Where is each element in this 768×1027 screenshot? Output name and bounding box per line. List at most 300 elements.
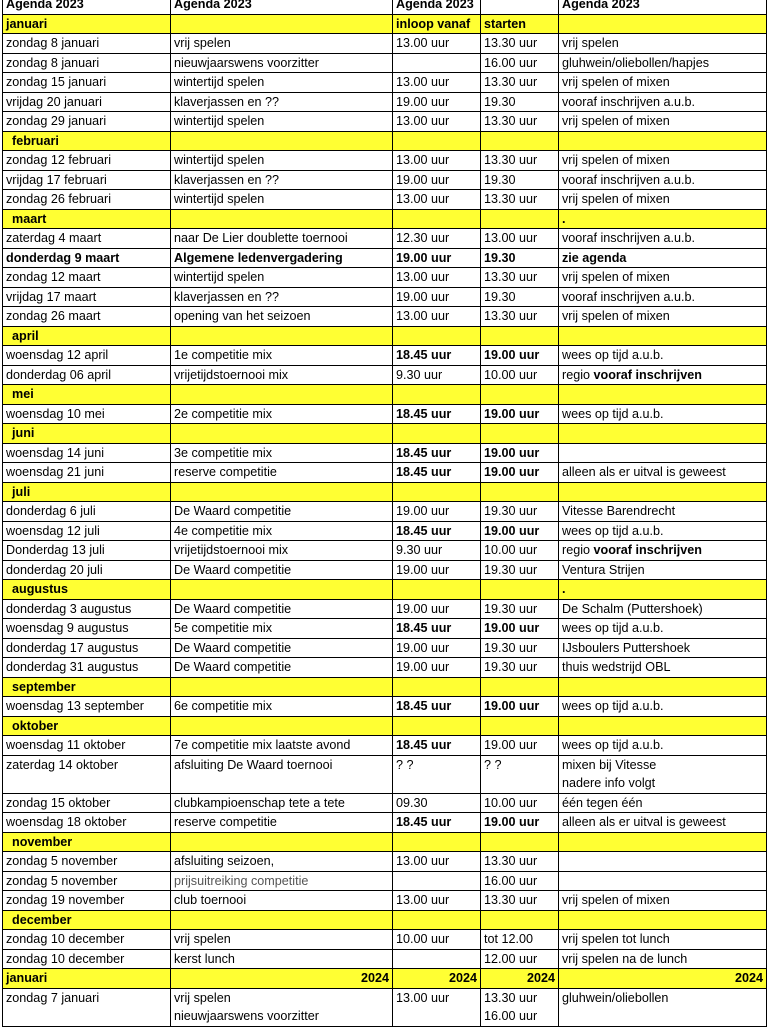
event-date: zondag 29 januari bbox=[3, 112, 171, 132]
month-col-note bbox=[559, 326, 767, 346]
event-inloop: 18.45 uur bbox=[393, 736, 481, 756]
event-start: 16.00 uur bbox=[481, 871, 559, 891]
event-note: vrij spelen of mixen bbox=[559, 151, 767, 171]
month-header-row bbox=[3, 677, 767, 697]
event-start: 19.00 uur bbox=[481, 736, 559, 756]
month-col-note: 2024 bbox=[559, 969, 767, 989]
event-row bbox=[3, 443, 767, 463]
month-col-start bbox=[481, 910, 559, 930]
event-name: klaverjassen en ?? bbox=[171, 287, 393, 307]
month-col-start bbox=[481, 131, 559, 151]
month-col-event bbox=[171, 326, 393, 346]
event-name: afsluiting seizoen, bbox=[171, 852, 393, 872]
event-date: zondag 15 oktober bbox=[3, 793, 171, 813]
event-inloop: 13.00 uur bbox=[393, 151, 481, 171]
event-date: zondag 26 februari bbox=[3, 190, 171, 210]
event-row bbox=[3, 852, 767, 872]
event-start: 19.30 uur bbox=[481, 502, 559, 522]
event-note bbox=[559, 852, 767, 872]
event-inloop: 13.00 uur bbox=[393, 73, 481, 93]
event-row bbox=[3, 502, 767, 522]
event-name: reserve competitie bbox=[171, 813, 393, 833]
event-inloop: 19.00 uur bbox=[393, 658, 481, 678]
event-note-bold: vooraf inschrijven bbox=[593, 543, 702, 557]
event-inloop: 9.30 uur bbox=[393, 541, 481, 561]
event-note: IJsboulers Puttershoek bbox=[559, 638, 767, 658]
month-col-start bbox=[481, 580, 559, 600]
event-inloop: 13.00 uur bbox=[393, 307, 481, 327]
event-date: zondag 5 november bbox=[3, 852, 171, 872]
month-header-row bbox=[3, 14, 767, 34]
event-note: vrij spelen of mixen bbox=[559, 190, 767, 210]
month-col-note bbox=[559, 716, 767, 736]
event-inloop: 13.00 uur bbox=[393, 34, 481, 54]
event-date: zondag 12 maart bbox=[3, 268, 171, 288]
event-start: 16.00 uur bbox=[481, 53, 559, 73]
event-start: 19.30 bbox=[481, 287, 559, 307]
month-label: juni bbox=[3, 424, 171, 444]
event-inloop: 09.30 bbox=[393, 793, 481, 813]
event-name: naar De Lier doublette toernooi bbox=[171, 229, 393, 249]
month-col-event bbox=[171, 482, 393, 502]
header-date: Agenda 2023 bbox=[3, 0, 171, 14]
event-inloop: 18.45 uur bbox=[393, 697, 481, 717]
event-row bbox=[3, 307, 767, 327]
event-row bbox=[3, 365, 767, 385]
event-row bbox=[3, 891, 767, 911]
event-start: 13.30 uur bbox=[481, 268, 559, 288]
event-date: zaterdag 4 maart bbox=[3, 229, 171, 249]
event-name: reserve competitie bbox=[171, 463, 393, 483]
event-inloop: 19.00 uur bbox=[393, 170, 481, 190]
month-col-note bbox=[559, 424, 767, 444]
event-row bbox=[3, 170, 767, 190]
event-row bbox=[3, 949, 767, 969]
event-note: vrij spelen tot lunch bbox=[559, 930, 767, 950]
event-date: vrijdag 20 januari bbox=[3, 92, 171, 112]
event-name: De Waard competitie bbox=[171, 560, 393, 580]
event-row bbox=[3, 346, 767, 366]
header-inloop: Agenda 2023 bbox=[393, 0, 481, 14]
event-note-bold: vooraf inschrijven bbox=[593, 367, 702, 382]
month-label: april bbox=[3, 326, 171, 346]
event-name: De Waard competitie bbox=[171, 638, 393, 658]
event-row bbox=[3, 813, 767, 833]
event-name: 7e competitie mix laatste avond bbox=[171, 736, 393, 756]
event-note: vrij spelen of mixen bbox=[559, 73, 767, 93]
event-inloop: 13.00 uur bbox=[393, 988, 481, 1026]
event-note: zie agenda bbox=[559, 248, 767, 268]
event-start: 19.00 uur bbox=[481, 346, 559, 366]
event-name: vrij spelen bbox=[171, 34, 393, 54]
event-date: donderdag 31 augustus bbox=[3, 658, 171, 678]
event-start: 19.30 uur bbox=[481, 658, 559, 678]
month-col-inloop bbox=[393, 482, 481, 502]
event-name: afsluiting De Waard toernooi bbox=[171, 755, 393, 793]
event-note: gluhwein/oliebollen bbox=[559, 988, 767, 1026]
event-row bbox=[3, 92, 767, 112]
month-header-row bbox=[3, 969, 767, 989]
month-col-event: 2024 bbox=[171, 969, 393, 989]
event-date: donderdag 9 maart bbox=[3, 248, 171, 268]
event-inloop: ? ? bbox=[393, 755, 481, 793]
event-date: donderdag 06 april bbox=[3, 365, 171, 385]
event-date: woensdag 9 augustus bbox=[3, 619, 171, 639]
event-row bbox=[3, 404, 767, 424]
month-col-event bbox=[171, 677, 393, 697]
month-col-event bbox=[171, 580, 393, 600]
event-name: klaverjassen en ?? bbox=[171, 170, 393, 190]
month-col-inloop bbox=[393, 677, 481, 697]
month-col-inloop bbox=[393, 910, 481, 930]
event-note: vooraf inschrijven a.u.b. bbox=[559, 287, 767, 307]
event-start: 19.00 uur bbox=[481, 521, 559, 541]
event-date: donderdag 20 juli bbox=[3, 560, 171, 580]
event-note: wees op tijd a.u.b. bbox=[559, 404, 767, 424]
month-label: mei bbox=[3, 385, 171, 405]
event-date: zondag 26 maart bbox=[3, 307, 171, 327]
event-row bbox=[3, 463, 767, 483]
month-col-event bbox=[171, 716, 393, 736]
event-inloop: 19.00 uur bbox=[393, 599, 481, 619]
event-note bbox=[559, 365, 767, 385]
event-row bbox=[3, 599, 767, 619]
event-row bbox=[3, 248, 767, 268]
event-date: zondag 7 januari bbox=[3, 988, 171, 1026]
event-inloop: 13.00 uur bbox=[393, 852, 481, 872]
event-inloop: 12.30 uur bbox=[393, 229, 481, 249]
event-note: Vitesse Barendrecht bbox=[559, 502, 767, 522]
event-name: Algemene ledenvergadering bbox=[171, 248, 393, 268]
event-name: opening van het seizoen bbox=[171, 307, 393, 327]
month-col-inloop bbox=[393, 424, 481, 444]
event-date: woensdag 12 juli bbox=[3, 521, 171, 541]
event-inloop: 19.00 uur bbox=[393, 92, 481, 112]
event-date: vrijdag 17 februari bbox=[3, 170, 171, 190]
event-note: wees op tijd a.u.b. bbox=[559, 736, 767, 756]
event-note bbox=[559, 755, 767, 793]
event-row bbox=[3, 871, 767, 891]
event-name: De Waard competitie bbox=[171, 502, 393, 522]
event-note: wees op tijd a.u.b. bbox=[559, 346, 767, 366]
event-inloop: 18.45 uur bbox=[393, 404, 481, 424]
month-col-start bbox=[481, 482, 559, 502]
event-note: vooraf inschrijven a.u.b. bbox=[559, 170, 767, 190]
event-row bbox=[3, 793, 767, 813]
event-date: zondag 8 januari bbox=[3, 34, 171, 54]
event-date: zaterdag 14 oktober bbox=[3, 755, 171, 793]
month-label: januari bbox=[3, 969, 171, 989]
event-name: De Waard competitie bbox=[171, 658, 393, 678]
event-name: wintertijd spelen bbox=[171, 112, 393, 132]
event-name bbox=[171, 988, 393, 1026]
event-name: 4e competitie mix bbox=[171, 521, 393, 541]
event-row bbox=[3, 268, 767, 288]
event-inloop bbox=[393, 949, 481, 969]
event-name: 5e competitie mix bbox=[171, 619, 393, 639]
event-row bbox=[3, 755, 767, 793]
month-col-start bbox=[481, 209, 559, 229]
event-note bbox=[559, 443, 767, 463]
event-row bbox=[3, 736, 767, 756]
event-note: vooraf inschrijven a.u.b. bbox=[559, 229, 767, 249]
event-inloop: 13.00 uur bbox=[393, 268, 481, 288]
month-header-row bbox=[3, 385, 767, 405]
event-note: vrij spelen of mixen bbox=[559, 112, 767, 132]
event-note-line: mixen bij Vitesse bbox=[562, 757, 657, 772]
event-date: Donderdag 13 juli bbox=[3, 541, 171, 561]
event-start: 13.30 uur bbox=[481, 151, 559, 171]
event-note bbox=[559, 871, 767, 891]
event-start: 13.30 uur bbox=[481, 112, 559, 132]
event-date: woensdag 21 juni bbox=[3, 463, 171, 483]
event-inloop: 18.45 uur bbox=[393, 443, 481, 463]
event-start-line: 16.00 uur bbox=[484, 1008, 538, 1023]
event-note: vrij spelen bbox=[559, 34, 767, 54]
event-date: donderdag 3 augustus bbox=[3, 599, 171, 619]
event-name: prijsuitreiking competitie bbox=[171, 871, 393, 891]
event-name: 2e competitie mix bbox=[171, 404, 393, 424]
event-row bbox=[3, 53, 767, 73]
event-row bbox=[3, 287, 767, 307]
month-label: juli bbox=[3, 482, 171, 502]
event-start: 19.00 uur bbox=[481, 443, 559, 463]
month-col-event bbox=[171, 385, 393, 405]
event-note: één tegen één bbox=[559, 793, 767, 813]
event-start: 19.30 bbox=[481, 92, 559, 112]
month-col-inloop bbox=[393, 326, 481, 346]
month-col-start bbox=[481, 716, 559, 736]
event-date: vrijdag 17 maart bbox=[3, 287, 171, 307]
event-note: alleen als er uitval is geweest bbox=[559, 463, 767, 483]
header-note: Agenda 2023 bbox=[559, 0, 767, 14]
event-date: woensdag 14 juni bbox=[3, 443, 171, 463]
event-start: 13.00 uur bbox=[481, 229, 559, 249]
event-inloop: 19.00 uur bbox=[393, 287, 481, 307]
month-col-start: starten bbox=[481, 14, 559, 34]
month-label: februari bbox=[3, 131, 171, 151]
event-name: club toernooi bbox=[171, 891, 393, 911]
month-col-event bbox=[171, 424, 393, 444]
event-note: vrij spelen of mixen bbox=[559, 307, 767, 327]
month-col-start: 2024 bbox=[481, 969, 559, 989]
event-row bbox=[3, 541, 767, 561]
event-inloop: 13.00 uur bbox=[393, 190, 481, 210]
event-row bbox=[3, 697, 767, 717]
event-start: 12.00 uur bbox=[481, 949, 559, 969]
event-row bbox=[3, 658, 767, 678]
month-col-note bbox=[559, 677, 767, 697]
month-label: augustus bbox=[3, 580, 171, 600]
event-date: zondag 8 januari bbox=[3, 53, 171, 73]
month-header-row bbox=[3, 716, 767, 736]
event-note: Ventura Strijen bbox=[559, 560, 767, 580]
event-start: 13.30 uur bbox=[481, 891, 559, 911]
event-inloop: 18.45 uur bbox=[393, 521, 481, 541]
event-name-line: vrij spelen bbox=[174, 990, 231, 1005]
event-start: 10.00 uur bbox=[481, 541, 559, 561]
event-start: 13.30 uur bbox=[481, 34, 559, 54]
event-start: ? ? bbox=[481, 755, 559, 793]
event-note: wees op tijd a.u.b. bbox=[559, 697, 767, 717]
event-name: 1e competitie mix bbox=[171, 346, 393, 366]
event-name: klaverjassen en ?? bbox=[171, 92, 393, 112]
month-col-inloop bbox=[393, 580, 481, 600]
event-note: wees op tijd a.u.b. bbox=[559, 521, 767, 541]
event-name: clubkampioenschap tete a tete bbox=[171, 793, 393, 813]
event-start: 10.00 uur bbox=[481, 793, 559, 813]
month-header-row bbox=[3, 580, 767, 600]
event-start: 10.00 uur bbox=[481, 365, 559, 385]
event-inloop: 18.45 uur bbox=[393, 346, 481, 366]
event-inloop: 10.00 uur bbox=[393, 930, 481, 950]
event-start: 19.30 uur bbox=[481, 599, 559, 619]
event-name: wintertijd spelen bbox=[171, 73, 393, 93]
month-col-start bbox=[481, 424, 559, 444]
event-start: 13.30 uur bbox=[481, 307, 559, 327]
event-start: 19.00 uur bbox=[481, 619, 559, 639]
event-start bbox=[481, 988, 559, 1026]
month-label: oktober bbox=[3, 716, 171, 736]
event-start: 19.00 uur bbox=[481, 404, 559, 424]
event-name: vrij spelen bbox=[171, 930, 393, 950]
event-date: zondag 19 november bbox=[3, 891, 171, 911]
event-row bbox=[3, 521, 767, 541]
event-note: vrij spelen of mixen bbox=[559, 891, 767, 911]
month-col-event bbox=[171, 209, 393, 229]
event-start-line: 13.30 uur bbox=[484, 990, 538, 1005]
event-start: 19.30 bbox=[481, 170, 559, 190]
event-name: kerst lunch bbox=[171, 949, 393, 969]
month-header-row bbox=[3, 482, 767, 502]
event-inloop bbox=[393, 53, 481, 73]
event-date: woensdag 11 oktober bbox=[3, 736, 171, 756]
event-row bbox=[3, 560, 767, 580]
event-note: wees op tijd a.u.b. bbox=[559, 619, 767, 639]
month-col-inloop bbox=[393, 832, 481, 852]
month-header-row bbox=[3, 832, 767, 852]
header-event: Agenda 2023 bbox=[171, 0, 393, 14]
event-row bbox=[3, 988, 767, 1026]
month-label: november bbox=[3, 832, 171, 852]
event-note-prefix: regio bbox=[562, 367, 594, 382]
event-date: zondag 5 november bbox=[3, 871, 171, 891]
event-row bbox=[3, 638, 767, 658]
header-row bbox=[3, 0, 767, 14]
month-col-start bbox=[481, 326, 559, 346]
event-date: donderdag 17 augustus bbox=[3, 638, 171, 658]
event-date: woensdag 10 mei bbox=[3, 404, 171, 424]
event-note: alleen als er uitval is geweest bbox=[559, 813, 767, 833]
event-note: vrij spelen na de lunch bbox=[559, 949, 767, 969]
month-header-row bbox=[3, 910, 767, 930]
event-name: vrijetijdstoernooi mix bbox=[171, 541, 393, 561]
event-inloop: 13.00 uur bbox=[393, 891, 481, 911]
event-start: 19.00 uur bbox=[481, 697, 559, 717]
event-inloop: 19.00 uur bbox=[393, 638, 481, 658]
month-col-event bbox=[171, 832, 393, 852]
event-inloop: 9.30 uur bbox=[393, 365, 481, 385]
event-date: donderdag 6 juli bbox=[3, 502, 171, 522]
month-col-event bbox=[171, 910, 393, 930]
event-name: nieuwjaarswens voorzitter bbox=[171, 53, 393, 73]
event-note: De Schalm (Puttershoek) bbox=[559, 599, 767, 619]
event-name: wintertijd spelen bbox=[171, 151, 393, 171]
event-inloop: 19.00 uur bbox=[393, 502, 481, 522]
event-row bbox=[3, 930, 767, 950]
event-note: vooraf inschrijven a.u.b. bbox=[559, 92, 767, 112]
month-col-inloop bbox=[393, 716, 481, 736]
event-start: 19.30 bbox=[481, 248, 559, 268]
event-name: wintertijd spelen bbox=[171, 190, 393, 210]
month-header-row bbox=[3, 209, 767, 229]
event-note bbox=[559, 541, 767, 561]
month-col-note bbox=[559, 131, 767, 151]
event-name-line: nieuwjaarswens voorzitter bbox=[174, 1008, 319, 1023]
month-col-event bbox=[171, 14, 393, 34]
event-row bbox=[3, 190, 767, 210]
month-col-note bbox=[559, 14, 767, 34]
month-col-inloop bbox=[393, 209, 481, 229]
month-label: januari bbox=[3, 14, 171, 34]
month-header-row bbox=[3, 424, 767, 444]
event-row bbox=[3, 112, 767, 132]
event-date: zondag 10 december bbox=[3, 949, 171, 969]
event-date: woensdag 18 oktober bbox=[3, 813, 171, 833]
event-start: 19.30 uur bbox=[481, 638, 559, 658]
event-start: 19.00 uur bbox=[481, 463, 559, 483]
month-label: december bbox=[3, 910, 171, 930]
event-inloop: 19.00 uur bbox=[393, 560, 481, 580]
event-note-line: nadere info volgt bbox=[562, 775, 656, 790]
event-name: vrijetijdstoernooi mix bbox=[171, 365, 393, 385]
event-name: 6e competitie mix bbox=[171, 697, 393, 717]
event-start: tot 12.00 bbox=[481, 930, 559, 950]
month-col-note bbox=[559, 385, 767, 405]
month-col-start bbox=[481, 677, 559, 697]
event-note: thuis wedstrijd OBL bbox=[559, 658, 767, 678]
month-label: maart bbox=[3, 209, 171, 229]
event-inloop: 19.00 uur bbox=[393, 248, 481, 268]
month-col-event bbox=[171, 131, 393, 151]
event-name: De Waard competitie bbox=[171, 599, 393, 619]
month-col-inloop: inloop vanaf bbox=[393, 14, 481, 34]
event-inloop: 18.45 uur bbox=[393, 463, 481, 483]
event-date: zondag 10 december bbox=[3, 930, 171, 950]
event-note-prefix: regio bbox=[562, 543, 594, 557]
month-col-start bbox=[481, 385, 559, 405]
month-col-note: . bbox=[559, 209, 767, 229]
month-col-note bbox=[559, 482, 767, 502]
event-start: 13.30 uur bbox=[481, 190, 559, 210]
event-date: woensdag 13 september bbox=[3, 697, 171, 717]
event-row bbox=[3, 34, 767, 54]
event-row bbox=[3, 619, 767, 639]
month-col-note bbox=[559, 910, 767, 930]
event-start: 19.00 uur bbox=[481, 813, 559, 833]
month-col-note bbox=[559, 832, 767, 852]
month-header-row bbox=[3, 131, 767, 151]
event-inloop: 18.45 uur bbox=[393, 619, 481, 639]
event-name: 3e competitie mix bbox=[171, 443, 393, 463]
event-date: woensdag 12 april bbox=[3, 346, 171, 366]
event-name: wintertijd spelen bbox=[171, 268, 393, 288]
agenda-table bbox=[2, 0, 767, 1027]
event-row bbox=[3, 229, 767, 249]
event-date: zondag 12 februari bbox=[3, 151, 171, 171]
month-col-start bbox=[481, 832, 559, 852]
event-row bbox=[3, 151, 767, 171]
